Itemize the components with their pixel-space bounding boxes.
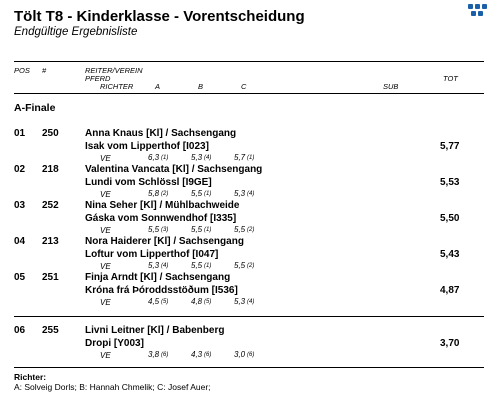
judge-score: 4,3 <box>191 350 203 359</box>
result-position: 01 <box>14 128 26 139</box>
section-title: A-Finale <box>14 102 56 114</box>
judge-rank: (1) <box>247 155 255 161</box>
judge-rank: (3) <box>161 227 169 233</box>
result-horse: Króna frá Þóroddsstöðum [I536] <box>85 285 238 296</box>
section-divider <box>14 316 484 317</box>
result-total: 5,53 <box>440 177 460 188</box>
result-rider: Livni Leitner [Kl] / Babenberg <box>85 325 225 336</box>
result-horse: Loftur vom Lipperthof [I047] <box>85 249 219 260</box>
header-top-rule <box>14 61 484 62</box>
judge-rank: (4) <box>247 299 255 305</box>
judge-score: 6,3 <box>148 153 160 162</box>
judge-rank: (1) <box>204 263 212 269</box>
result-judge-code: VE <box>100 298 111 307</box>
judge-score: 5,5 <box>191 189 203 198</box>
judge-score: 5,5 <box>191 261 203 270</box>
result-position: 06 <box>14 325 26 336</box>
page-title: Tölt T8 - Kinderklasse - Vorentscheidung <box>14 8 305 25</box>
judge-rank: (1) <box>161 155 169 161</box>
judge-score: 5,5 <box>234 225 246 234</box>
result-total: 5,77 <box>440 141 460 152</box>
result-number: 250 <box>42 128 59 139</box>
result-rider: Valentina Vancata [Kl] / Sachsengang <box>85 164 263 175</box>
judge-score: 5,3 <box>234 189 246 198</box>
header-bottom-rule <box>14 93 484 94</box>
judge-score: 4,8 <box>191 297 203 306</box>
richter-label: Richter: <box>14 372 47 382</box>
judge-rank: (2) <box>161 191 169 197</box>
result-number: 213 <box>42 236 59 247</box>
result-rider: Nina Seher [Kl] / Mühlbachweide <box>85 200 240 211</box>
result-judge-code: VE <box>100 262 111 271</box>
result-total: 3,70 <box>440 338 460 349</box>
result-rider: Finja Arndt [Kl] / Sachsengang <box>85 272 231 283</box>
judge-score: 5,5 <box>191 225 203 234</box>
result-number: 218 <box>42 164 59 175</box>
result-position: 05 <box>14 272 26 283</box>
judge-rank: (2) <box>247 227 255 233</box>
judge-score: 4,5 <box>148 297 160 306</box>
judge-rank: (4) <box>247 191 255 197</box>
col-num: # <box>42 66 47 75</box>
result-number: 252 <box>42 200 59 211</box>
judge-rank: (6) <box>247 352 255 358</box>
col-sub: SUB <box>383 82 399 91</box>
col-tot: TOT <box>443 74 458 83</box>
result-horse: Lundi vom Schlössl [I9GE] <box>85 177 212 188</box>
result-judge-code: VE <box>100 190 111 199</box>
result-horse: Isak vom Lipperthof [I023] <box>85 141 209 152</box>
result-total: 5,43 <box>440 249 460 260</box>
judge-rank: (4) <box>204 155 212 161</box>
result-horse: Dropi [Y003] <box>85 338 144 349</box>
result-judge-code: VE <box>100 226 111 235</box>
logo-icon <box>468 4 490 17</box>
judge-rank: (1) <box>204 191 212 197</box>
judge-rank: (2) <box>247 263 255 269</box>
col-rider-club: REITER/VEREIN <box>85 66 143 75</box>
col-b: B <box>198 82 204 91</box>
col-c: C <box>241 82 247 91</box>
result-number: 251 <box>42 272 59 283</box>
judge-rank: (1) <box>204 227 212 233</box>
page-subtitle: Endgültige Ergebnisliste <box>14 26 138 38</box>
footer-rule <box>14 367 484 368</box>
judge-rank: (5) <box>204 299 212 305</box>
result-total: 5,50 <box>440 213 460 224</box>
richter-list: A: Solveig Dorls; B: Hannah Chmelik; C: Josef Auer; <box>14 382 211 392</box>
judge-score: 3,0 <box>234 350 246 359</box>
judge-score: 5,8 <box>148 189 160 198</box>
judge-rank: (6) <box>161 352 169 358</box>
judge-score: 5,3 <box>148 261 160 270</box>
result-judge-code: VE <box>100 351 111 360</box>
result-position: 03 <box>14 200 26 211</box>
judge-rank: (4) <box>161 263 169 269</box>
judge-score: 5,7 <box>234 153 246 162</box>
col-horse: PFERD <box>85 74 111 83</box>
judge-score: 5,5 <box>234 261 246 270</box>
result-rider: Anna Knaus [Kl] / Sachsengang <box>85 128 237 139</box>
col-judge: RICHTER <box>100 82 134 91</box>
judge-score: 5,3 <box>191 153 203 162</box>
judge-score: 5,3 <box>234 297 246 306</box>
result-position: 04 <box>14 236 26 247</box>
judge-rank: (5) <box>161 299 169 305</box>
judge-rank: (6) <box>204 352 212 358</box>
result-rider: Nora Haiderer [Kl] / Sachsengang <box>85 236 244 247</box>
col-pos: POS <box>14 66 30 75</box>
result-judge-code: VE <box>100 154 111 163</box>
result-horse: Gáska vom Sonnwendhof [I335] <box>85 213 237 224</box>
judge-score: 5,5 <box>148 225 160 234</box>
result-total: 4,87 <box>440 285 460 296</box>
result-position: 02 <box>14 164 26 175</box>
judge-score: 3,8 <box>148 350 160 359</box>
col-a: A <box>155 82 161 91</box>
result-number: 255 <box>42 325 59 336</box>
